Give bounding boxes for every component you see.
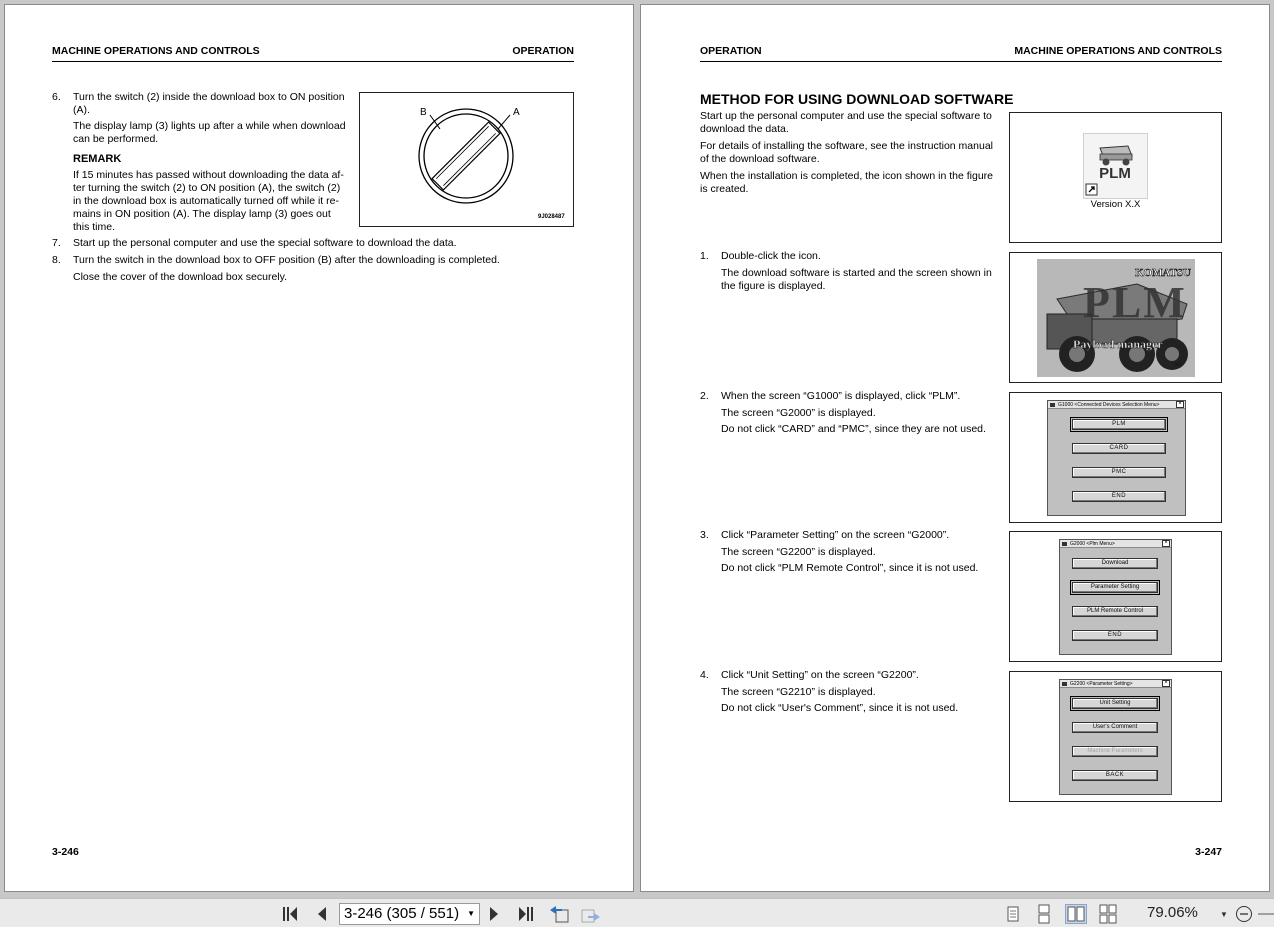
g1000-titlebar bbox=[1048, 401, 1185, 409]
s3-line2: The screen “G2200” is displayed. bbox=[721, 546, 876, 558]
step7-number: 7. bbox=[52, 237, 61, 249]
zoom-slider[interactable] bbox=[1258, 904, 1274, 924]
splash-subtitle: Payload manager bbox=[1073, 337, 1163, 351]
step7-text: Start up the personal computer and use the special software to download the data. bbox=[73, 237, 457, 249]
s2-number: 2. bbox=[700, 390, 709, 402]
remark-line5: this time. bbox=[73, 221, 116, 233]
plm-icon-figure bbox=[1009, 112, 1222, 243]
g1000-dialog bbox=[1047, 400, 1186, 516]
s4-line2: The screen “G2210” is displayed. bbox=[721, 686, 876, 698]
splash-title: PLM bbox=[1083, 278, 1187, 327]
g2000-dialog bbox=[1059, 539, 1172, 655]
next-page-button[interactable] bbox=[486, 904, 504, 924]
s3-line3: Do not click “PLM Remote Control”, since it is not used. bbox=[721, 562, 979, 574]
s1-text bbox=[721, 250, 1001, 293]
machine-parameters-button: Machine Parameters bbox=[1072, 746, 1158, 757]
left-page-header bbox=[52, 44, 574, 62]
end-button[interactable]: END bbox=[1072, 491, 1166, 502]
download-button[interactable]: Download bbox=[1072, 558, 1158, 569]
s2-line3: Do not click “CARD” and “PMC”, since they are not used. bbox=[721, 423, 986, 435]
previous-page-icon bbox=[315, 906, 327, 922]
parameter-setting-button[interactable]: Parameter Setting bbox=[1072, 582, 1158, 593]
g2200-titlebar bbox=[1060, 680, 1171, 688]
unit-setting-button[interactable]: Unit Setting bbox=[1072, 698, 1158, 709]
single-page-view-button[interactable] bbox=[1002, 904, 1024, 924]
step8-paragraph2: Close the cover of the download box securely. bbox=[73, 271, 288, 283]
close-icon[interactable]: × bbox=[1162, 540, 1170, 547]
section-title: METHOD FOR USING DOWNLOAD SOFTWARE bbox=[700, 91, 1014, 107]
s2-text bbox=[721, 390, 1006, 436]
step8-text: Turn the switch in the download box to OFF position (B) after the downloading is completed. bbox=[73, 254, 500, 266]
card-button[interactable]: CARD bbox=[1072, 443, 1166, 454]
last-page-icon bbox=[517, 906, 535, 922]
step6-paragraph2 bbox=[73, 120, 350, 146]
figure-label-b: B bbox=[420, 107, 427, 118]
s2-line2: The screen “G2000” is displayed. bbox=[721, 407, 876, 419]
step6-number: 6. bbox=[52, 91, 61, 103]
plm-remote-control-button[interactable]: PLM Remote Control bbox=[1072, 606, 1158, 617]
g2200-dialog bbox=[1059, 679, 1172, 795]
pmc-button[interactable]: PMC bbox=[1072, 467, 1166, 478]
facing-view-button[interactable] bbox=[1065, 904, 1087, 924]
g2200-figure bbox=[1009, 671, 1222, 802]
right-header-section: OPERATION bbox=[700, 45, 762, 57]
step6-p2-line2: can be performed. bbox=[73, 133, 159, 145]
splash-brand: KOMATSU bbox=[1134, 267, 1191, 279]
s3-number: 3. bbox=[700, 529, 709, 541]
step8-number: 8. bbox=[52, 254, 61, 266]
g2000-title: G2000 <Plm Menu> bbox=[1070, 541, 1115, 547]
next-view-button[interactable] bbox=[579, 904, 603, 924]
g2200-title: G2200 <Parameter Setting> bbox=[1070, 681, 1133, 687]
right-page-number: 3-247 bbox=[1195, 846, 1222, 858]
zoom-out-button[interactable] bbox=[1234, 904, 1254, 924]
g2000-titlebar bbox=[1060, 540, 1171, 548]
intro-text bbox=[700, 110, 1000, 196]
s4-line3: Do not click “User's Comment”, since it is not used. bbox=[721, 702, 959, 714]
users-comment-button[interactable]: User's Comment bbox=[1072, 722, 1158, 733]
left-page-number: 3-246 bbox=[52, 846, 79, 858]
intro-line1: Start up the personal computer and use the special software to bbox=[700, 110, 992, 122]
close-icon[interactable]: × bbox=[1176, 401, 1184, 408]
intro-line3: For details of installing the software, see the instruction manual bbox=[700, 140, 993, 152]
g1000-figure bbox=[1009, 392, 1222, 523]
s1-line2: The download software is started and the screen shown in bbox=[721, 267, 992, 279]
s2-line1: When the screen “G1000” is displayed, click “PLM”. bbox=[721, 390, 961, 402]
zoom-out-icon bbox=[1235, 905, 1253, 923]
splash-version: XX bbox=[1174, 362, 1181, 368]
step6-line2: (A). bbox=[73, 104, 90, 116]
remark-line2: ter turning the switch (2) to ON position (A), the switch (2) bbox=[73, 182, 341, 194]
end-button[interactable]: END bbox=[1072, 630, 1158, 641]
left-page bbox=[4, 4, 634, 892]
s4-line1: Click “Unit Setting” on the screen “G2200”. bbox=[721, 669, 919, 681]
intro-line6: is created. bbox=[700, 183, 749, 195]
s3-text bbox=[721, 529, 1006, 575]
g2000-figure bbox=[1009, 531, 1222, 662]
back-button[interactable]: BACK bbox=[1072, 770, 1158, 781]
s3-line1: Click “Parameter Setting” on the screen “G2000”. bbox=[721, 529, 950, 541]
figure-code: 9J028487 bbox=[538, 214, 565, 220]
dump-truck-icon bbox=[1084, 134, 1147, 198]
right-page bbox=[640, 4, 1270, 892]
remark-line3: in the download box is automatically turned off while it re- bbox=[73, 195, 339, 207]
continuous-view-button[interactable] bbox=[1033, 904, 1055, 924]
figure-label-a: A bbox=[513, 107, 520, 118]
icon-caption: Version X.X bbox=[1090, 199, 1141, 210]
window-icon bbox=[1062, 542, 1067, 546]
zoom-dropdown[interactable] bbox=[1218, 904, 1230, 924]
s1-line3: the figure is displayed. bbox=[721, 280, 826, 292]
step6-p2-line1: The display lamp (3) lights up after a while when download bbox=[73, 120, 346, 132]
slider-track-icon bbox=[1258, 912, 1274, 916]
splash-figure bbox=[1009, 252, 1222, 383]
continuous-page-icon bbox=[1033, 904, 1055, 924]
s1-number: 1. bbox=[700, 250, 709, 262]
continuous-facing-icon bbox=[1097, 904, 1119, 924]
icon-label: PLM bbox=[1099, 165, 1131, 182]
zoom-level[interactable]: 79.06% bbox=[1147, 904, 1198, 921]
close-icon[interactable]: × bbox=[1162, 680, 1170, 687]
plm-button[interactable]: PLM bbox=[1072, 419, 1166, 430]
previous-view-icon bbox=[548, 905, 570, 923]
left-header-title: MACHINE OPERATIONS AND CONTROLS bbox=[52, 45, 260, 57]
s4-text bbox=[721, 669, 1006, 715]
single-page-icon bbox=[1002, 904, 1024, 924]
s4-number: 4. bbox=[700, 669, 709, 681]
intro-line2: download the data. bbox=[700, 123, 789, 135]
g1000-title: G1000 <Connected Devices Selection Menu> bbox=[1058, 402, 1160, 408]
remark-line1: If 15 minutes has passed without downloading the data af- bbox=[73, 169, 344, 181]
continuous-facing-view-button[interactable] bbox=[1097, 904, 1119, 924]
page-number-value: 3-246 (305 / 551) bbox=[344, 905, 460, 922]
window-icon bbox=[1062, 682, 1067, 686]
right-page-header bbox=[700, 44, 1222, 62]
left-header-section: OPERATION bbox=[512, 45, 574, 57]
intro-line4: of the download software. bbox=[700, 153, 820, 165]
facing-pages-icon bbox=[1066, 905, 1086, 923]
window-icon bbox=[1050, 403, 1055, 407]
chevron-down-icon[interactable]: ▼ bbox=[467, 909, 475, 918]
remark-title: REMARK bbox=[73, 153, 122, 165]
navigation-toolbar bbox=[0, 898, 1274, 927]
next-page-icon bbox=[489, 906, 501, 922]
remark-line4: mains in ON position (A). The display lamp (3) goes out bbox=[73, 208, 331, 220]
remark-text bbox=[73, 169, 348, 234]
right-header-title: MACHINE OPERATIONS AND CONTROLS bbox=[1014, 45, 1222, 57]
previous-view-button[interactable] bbox=[547, 904, 571, 924]
first-page-icon bbox=[281, 906, 299, 922]
splash-screen bbox=[1037, 259, 1195, 377]
plm-desktop-icon[interactable] bbox=[1083, 133, 1148, 199]
step6-text bbox=[73, 91, 350, 117]
next-view-icon bbox=[580, 905, 602, 923]
previous-page-button[interactable] bbox=[312, 904, 330, 924]
intro-line5: When the installation is completed, the icon shown in the figure bbox=[700, 170, 994, 182]
step6-line1: Turn the switch (2) inside the download box to ON position bbox=[73, 91, 345, 103]
last-page-button[interactable] bbox=[515, 904, 537, 924]
chevron-down-icon: ▼ bbox=[1220, 909, 1228, 919]
page-number-field[interactable] bbox=[339, 903, 480, 925]
s1-line1: Double-click the icon. bbox=[721, 250, 821, 262]
first-page-button[interactable] bbox=[280, 904, 300, 924]
switch-figure bbox=[359, 92, 574, 227]
switch-diagram bbox=[360, 93, 573, 226]
